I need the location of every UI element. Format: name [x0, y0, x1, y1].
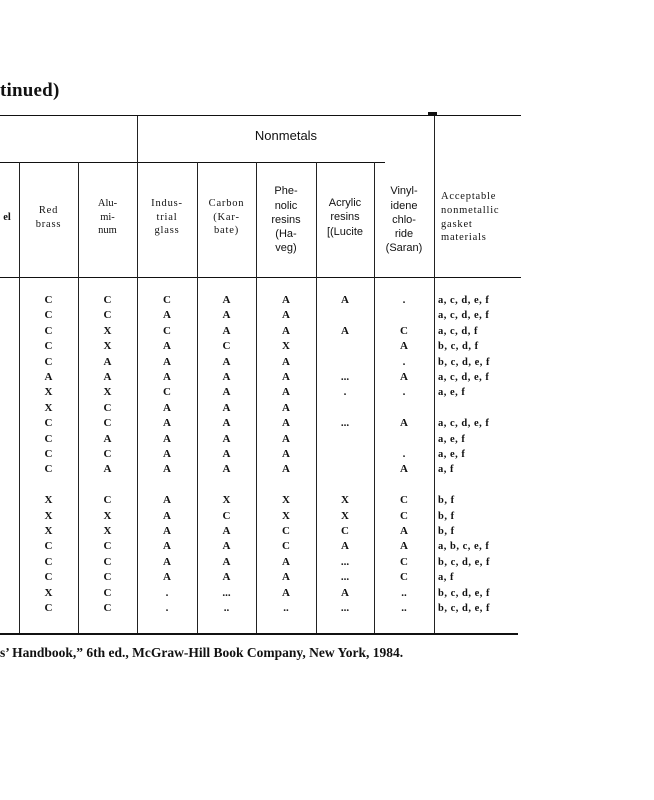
acrylic-cell [316, 308, 374, 323]
carbon-cell: A [222, 432, 231, 445]
aluminum-cell: A [103, 463, 112, 476]
glass-cell: A [163, 432, 171, 445]
glass-cell: A [163, 401, 171, 414]
vinylidene-cell: C [400, 571, 408, 584]
vinylidene-cell: .. [401, 586, 407, 599]
phenolic-cell [256, 478, 316, 493]
phenolic-cell: A [282, 371, 290, 383]
gasket-cell: a, c, d, f [438, 325, 478, 337]
acrylic-cell: ... [340, 571, 350, 584]
gasket-cell: a, e, f [438, 433, 466, 445]
gasket-cell: b, f [438, 510, 455, 522]
gasket-cell: a, b, c, e, f [438, 541, 490, 553]
glass-cell: A [163, 494, 171, 507]
red-brass-cell: C [44, 294, 53, 306]
group-header-nonmetals: Nonmetals [254, 128, 318, 143]
glass-cell: A [163, 448, 171, 460]
glass-cell: A [163, 540, 171, 553]
phenolic-cell: A [282, 309, 290, 322]
aluminum-cell: C [103, 401, 112, 414]
table-row [0, 416, 654, 431]
carbon-cell: A [222, 355, 231, 368]
carbon-cell: A [222, 417, 231, 430]
red-brass-cell: X [44, 401, 53, 414]
gasket-cell: b, f [438, 526, 455, 537]
carbon-cell: A [222, 448, 231, 460]
phenolic-cell: A [282, 355, 290, 368]
gasket-cell [434, 478, 534, 493]
vinylidene-cell: . [402, 386, 406, 399]
table-row [0, 555, 654, 570]
gasket-cell [434, 401, 534, 416]
table-row [0, 447, 654, 462]
acrylic-cell [316, 462, 374, 477]
table-row [0, 339, 654, 354]
carbon-cell: .. [223, 602, 230, 614]
header-cut: el [3, 211, 11, 223]
acrylic-cell [316, 401, 374, 416]
red-brass-cell: C [44, 555, 53, 568]
aluminum-cell: C [103, 540, 112, 553]
table-row [0, 478, 654, 493]
glass-cell: A [163, 355, 171, 368]
table-row [0, 462, 654, 477]
table-row [0, 370, 654, 385]
table-row [0, 385, 654, 400]
vinylidene-cell: .. [401, 602, 407, 614]
carbon-cell: ... [222, 586, 231, 599]
vinylidene-cell: . [402, 355, 406, 368]
red-brass-cell: C [44, 571, 53, 584]
glass-cell: A [163, 555, 171, 568]
phenolic-cell: A [282, 432, 290, 445]
vinylidene-cell: A [400, 371, 408, 383]
phenolic-cell: A [282, 586, 290, 599]
table-row [0, 293, 654, 308]
aluminum-cell: X [103, 324, 112, 337]
header-industrial-glass: Indus- trial glass [151, 198, 183, 237]
table-row [0, 432, 654, 447]
carbon-cell: X [222, 494, 231, 507]
acrylic-cell: A [341, 586, 349, 599]
red-brass-cell: C [44, 340, 53, 353]
table-row [0, 601, 654, 616]
aluminum-cell: A [103, 355, 112, 368]
aluminum-cell: C [103, 555, 112, 568]
red-brass-cell: C [44, 448, 53, 460]
glass-cell [137, 478, 197, 493]
carbon-cell: A [222, 463, 231, 476]
acrylic-cell: C [341, 525, 349, 537]
acrylic-cell [316, 447, 374, 462]
phenolic-cell: A [282, 417, 290, 430]
table-row [0, 355, 654, 370]
glass-cell: A [163, 309, 171, 322]
carbon-cell [197, 478, 256, 493]
table-bottom-rule [0, 633, 518, 635]
red-brass-cell: C [44, 355, 53, 368]
table-row [0, 324, 654, 339]
phenolic-cell: A [282, 324, 290, 337]
vinylidene-cell: A [400, 540, 408, 553]
table-row [0, 509, 654, 524]
vinylidene-cell: . [402, 448, 406, 460]
acrylic-cell: ... [340, 555, 350, 568]
vinylidene-cell: C [400, 555, 408, 568]
aluminum-cell: C [103, 571, 112, 584]
carbon-cell: A [222, 309, 231, 322]
red-brass-cell: C [44, 463, 53, 476]
table-row [0, 539, 654, 554]
carbon-cell: A [222, 294, 231, 306]
carbon-cell: A [222, 401, 231, 414]
header-phenolic: Phe- nolic resins (Ha- veg) [271, 185, 301, 255]
phenolic-cell: A [282, 294, 290, 306]
table-row [0, 524, 654, 539]
red-brass-cell: X [44, 386, 53, 399]
phenolic-cell: C [282, 540, 290, 553]
acrylic-cell [316, 432, 374, 447]
header-vinylidene: Vinyl- idene chlo- ride (Saran) [385, 185, 423, 255]
gasket-cell: a, e, f [438, 449, 466, 460]
carbon-cell: A [222, 371, 231, 383]
gasket-cell: b, f [438, 495, 455, 507]
red-brass-cell: C [44, 540, 53, 553]
gasket-cell: a, f [438, 572, 454, 584]
phenolic-cell: A [282, 386, 290, 399]
acrylic-cell: A [341, 294, 349, 306]
table-row [0, 401, 654, 416]
red-brass-cell: A [44, 371, 53, 383]
source-footnote: s’ Handbook,” 6th ed., McGraw-Hill Book Company, New York, 1984. [0, 645, 404, 660]
glass-cell: A [163, 571, 171, 584]
gasket-cell: a, c, d, e, f [438, 418, 490, 430]
header-carbon: Carbon (Kar- bate) [208, 198, 245, 237]
glass-cell: A [163, 463, 171, 476]
acrylic-cell: X [341, 509, 349, 522]
aluminum-cell: A [103, 371, 112, 383]
acrylic-cell: ... [340, 602, 350, 614]
aluminum-cell: X [103, 340, 112, 353]
glass-cell: A [163, 340, 171, 353]
gasket-cell: a, e, f [438, 387, 466, 399]
aluminum-cell: C [103, 448, 112, 460]
red-brass-cell: C [44, 309, 53, 322]
glass-cell: C [163, 324, 171, 337]
header-red-brass: Red brass [35, 204, 62, 230]
vinylidene-cell: A [400, 525, 408, 537]
glass-cell: A [163, 525, 171, 537]
carbon-cell: C [222, 340, 231, 353]
gasket-cell: a, f [438, 464, 454, 476]
vinylidene-cell [374, 432, 434, 447]
aluminum-cell: X [103, 525, 112, 537]
glass-cell: A [163, 509, 171, 522]
gasket-cell: b, c, d, e, f [438, 356, 490, 368]
glass-cell: . [165, 602, 169, 614]
glass-cell: C [163, 386, 171, 399]
vinylidene-cell: A [400, 417, 408, 430]
phenolic-cell: .. [283, 602, 289, 614]
aluminum-cell: C [103, 309, 112, 322]
acrylic-cell: ... [340, 371, 350, 383]
acrylic-cell: ... [340, 417, 350, 430]
vinylidene-cell [374, 308, 434, 323]
red-brass-cell: C [44, 417, 53, 430]
gasket-cell: a, c, d, e, f [438, 310, 490, 322]
aluminum-cell: C [103, 494, 112, 507]
acrylic-cell: A [341, 324, 349, 337]
top-rule-mark [428, 112, 437, 115]
red-brass-cell: X [44, 494, 53, 507]
aluminum-cell: X [103, 386, 112, 399]
phenolic-cell: A [282, 571, 290, 584]
phenolic-cell: A [282, 463, 290, 476]
carbon-cell: A [222, 324, 231, 337]
vinylidene-cell: A [400, 340, 408, 353]
table-row [0, 586, 654, 601]
aluminum-cell: C [103, 586, 112, 599]
gasket-cell: a, c, d, e, f [438, 295, 490, 306]
red-brass-cell: X [44, 509, 53, 522]
aluminum-cell: C [103, 294, 112, 306]
acrylic-cell [316, 355, 374, 370]
aluminum-cell: C [103, 417, 112, 430]
phenolic-cell: X [282, 340, 290, 353]
red-brass-cell: C [44, 602, 53, 614]
phenolic-cell: X [282, 494, 290, 507]
carbon-cell: C [222, 509, 231, 522]
acrylic-cell: A [341, 540, 349, 553]
vinylidene-cell [374, 401, 434, 416]
carbon-cell: A [222, 555, 231, 568]
acrylic-cell: . [343, 386, 347, 399]
phenolic-cell: A [282, 401, 290, 414]
carbon-cell: A [222, 525, 231, 537]
glass-cell: . [165, 586, 169, 599]
header-aluminum: Alu- mi- num [97, 198, 118, 237]
vinylidene-cell: . [402, 294, 406, 306]
red-brass-cell: C [44, 324, 53, 337]
acrylic-cell [316, 478, 374, 493]
table-row [0, 570, 654, 585]
aluminum-cell: A [103, 432, 112, 445]
table-title: tinued) [0, 80, 60, 101]
glass-cell: A [163, 371, 171, 383]
glass-cell: A [163, 417, 171, 430]
phenolic-cell: A [282, 555, 290, 568]
red-brass-cell: C [44, 432, 53, 445]
phenolic-cell: A [282, 448, 290, 460]
red-brass-cell: X [44, 525, 53, 537]
carbon-cell: A [222, 540, 231, 553]
phenolic-cell: C [282, 525, 290, 537]
red-brass-cell [19, 478, 78, 493]
phenolic-cell: X [282, 509, 290, 522]
gasket-cell: b, c, d, e, f [438, 587, 490, 599]
gasket-cell: b, c, d, e, f [438, 556, 490, 568]
gasket-cell: b, c, d, e, f [438, 603, 490, 614]
acrylic-cell [316, 339, 374, 354]
vinylidene-cell: C [400, 509, 408, 522]
red-brass-cell: X [44, 586, 53, 599]
aluminum-cell [78, 478, 137, 493]
header-gasket: Acceptable nonmetallic gasket materials [441, 191, 500, 244]
acrylic-cell: X [341, 494, 349, 507]
gasket-cell: b, c, d, f [438, 341, 479, 353]
glass-cell: C [163, 294, 171, 306]
vinylidene-cell: A [400, 463, 408, 476]
top-rule [0, 115, 521, 116]
table-row [0, 308, 654, 323]
header-acrylic: Acrylic resins [(Lucite [326, 197, 364, 238]
aluminum-cell: C [103, 602, 112, 614]
gasket-cell: a, c, d, e, f [438, 372, 490, 383]
vinylidene-cell: C [400, 324, 408, 337]
vinylidene-cell [374, 478, 434, 493]
carbon-cell: A [222, 571, 231, 584]
carbon-cell: A [222, 386, 231, 399]
table-row [0, 493, 654, 508]
vinylidene-cell: C [400, 494, 408, 507]
aluminum-cell: X [103, 509, 112, 522]
